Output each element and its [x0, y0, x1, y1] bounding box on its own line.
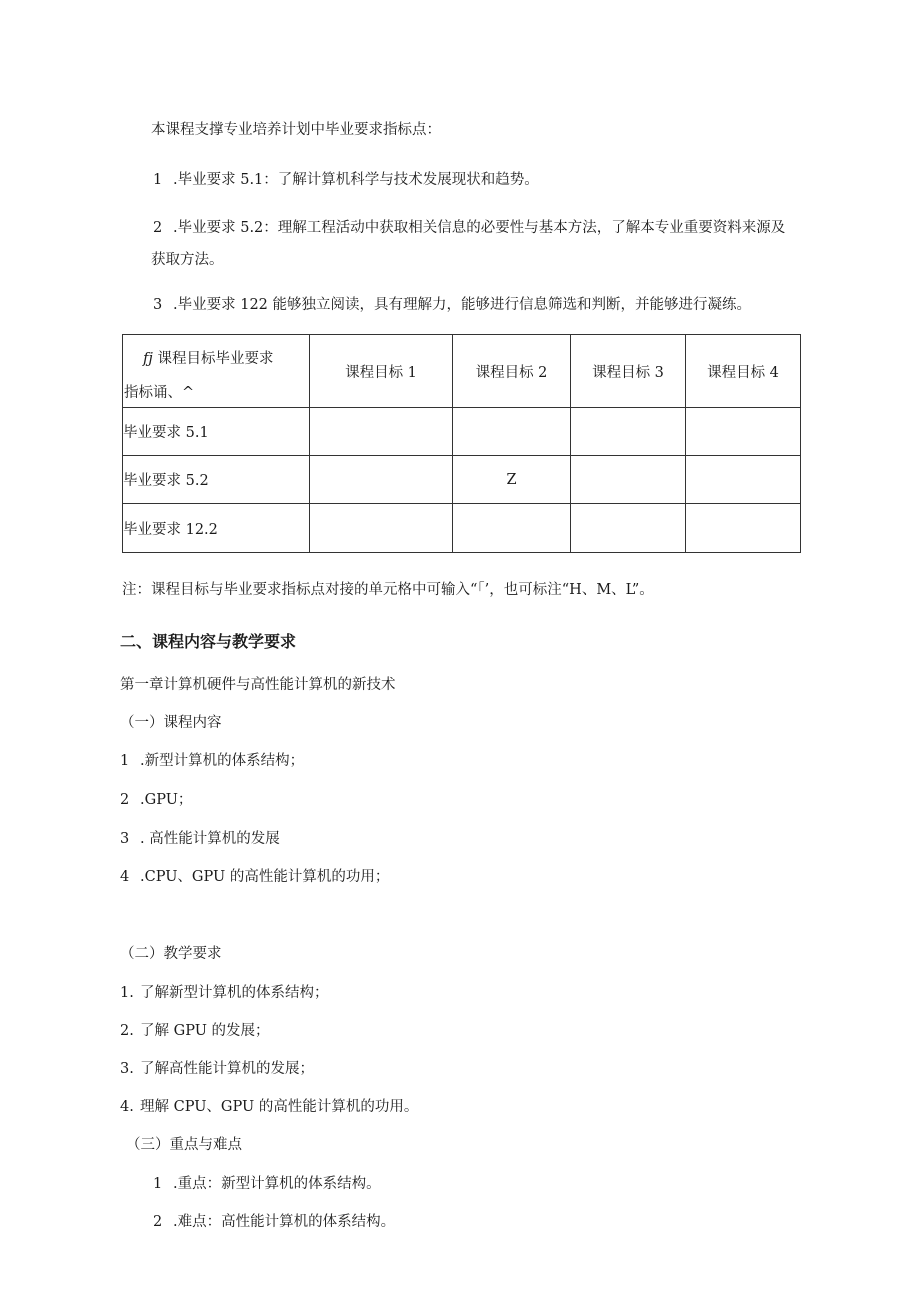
corner-top-label: fj 课程目标毕业要求 [143, 351, 274, 367]
key-text: .重点：新型计算机的体系结构。 [173, 1176, 381, 1192]
requirement-text: .毕业要求 5.2：理解工程活动中获取相关信息的必要性与基本方法，了解本专业重要资料来源及 [173, 220, 786, 236]
content-text: .CPU、GPU 的高性能计算机的功用； [140, 869, 390, 885]
content-number: 3 [120, 831, 130, 847]
intro-text: 本课程支撑专业培养计划中毕业要求指标点： [151, 122, 441, 138]
table-cell [310, 456, 453, 504]
row-header-cell: 毕业要求 12.2 [123, 504, 310, 553]
teaching-number: 3. [120, 1061, 134, 1077]
table-cell [310, 408, 453, 456]
key-item [153, 1174, 381, 1194]
key-number: 2 [153, 1214, 163, 1230]
requirement-number: 3 [153, 297, 163, 313]
row-header-cell: 毕业要求 5.2 [123, 456, 310, 504]
table-row [123, 504, 801, 553]
content-number: 2 [120, 792, 130, 808]
content-item [120, 751, 304, 771]
row-header-cell: 毕业要求 5.1 [123, 408, 310, 456]
teaching-item [120, 1021, 270, 1041]
teaching-number: 4. [120, 1099, 134, 1115]
table-cell [686, 408, 801, 456]
content-text: .新型计算机的体系结构； [140, 753, 305, 769]
teaching-number: 2. [120, 1023, 134, 1039]
content-heading: （一）课程内容 [120, 715, 222, 731]
section-heading: 二、课程内容与教学要求 [120, 632, 297, 651]
key-heading: （三）重点与难点 [126, 1137, 242, 1153]
table-note: 注：课程目标与毕业要求指标点对接的单元格中可输入“「’，也可标注“H、M、L”。 [122, 582, 654, 598]
content-item [120, 867, 389, 887]
content-text: .GPU； [140, 792, 193, 808]
chapter-title: 第一章计算机硬件与高性能计算机的新技术 [120, 677, 396, 693]
table-row [123, 456, 801, 504]
requirement-item [153, 295, 751, 315]
requirement-text: .毕业要求 5.1：了解计算机科学与技术发展现状和趋势。 [173, 172, 539, 188]
requirement-number: 2 [153, 220, 163, 236]
content-text: . 高性能计算机的发展 [140, 831, 280, 847]
table-cell [686, 456, 801, 504]
key-text: .难点：高性能计算机的体系结构。 [173, 1214, 396, 1230]
teaching-text: 了解高性能计算机的发展； [140, 1061, 314, 1077]
teaching-text: 了解 GPU 的发展； [140, 1023, 270, 1039]
teaching-number: 1. [120, 985, 134, 1001]
table-row [123, 408, 801, 456]
table-header-row [123, 335, 801, 408]
teaching-item [120, 1097, 418, 1117]
key-number: 1 [153, 1176, 163, 1192]
requirement-text: .毕业要求 122 能够独立阅读，具有理解力，能够进行信息筛选和判断，并能够进行凝练。 [173, 297, 751, 313]
table-cell [453, 504, 571, 553]
requirement-item [153, 218, 785, 238]
requirement-number: 1 [153, 172, 163, 188]
content-number: 4 [120, 869, 130, 885]
table-header-cell: 课程目标 2 [453, 335, 571, 408]
key-item [153, 1212, 395, 1232]
table-cell [571, 504, 686, 553]
content-number: 1 [120, 753, 130, 769]
table-cell: Z [453, 456, 571, 504]
table-cell [686, 504, 801, 553]
table-cell [571, 408, 686, 456]
table-corner-cell [123, 335, 310, 408]
teaching-item [120, 983, 329, 1003]
table-cell [310, 504, 453, 553]
table-header-cell: 课程目标 3 [571, 335, 686, 408]
requirement-continuation: 获取方法。 [151, 252, 224, 268]
table-header-cell: 课程目标 1 [310, 335, 453, 408]
table-header-cell: 课程目标 4 [686, 335, 801, 408]
teaching-item [120, 1059, 314, 1079]
mapping-table [122, 334, 801, 553]
teaching-text: 了解新型计算机的体系结构； [140, 985, 329, 1001]
table-cell [571, 456, 686, 504]
corner-bottom-label: 指标诵、^ [124, 385, 195, 401]
content-item [120, 790, 192, 810]
table-cell [453, 408, 571, 456]
content-item [120, 829, 280, 849]
teaching-text: 理解 CPU、GPU 的高性能计算机的功用。 [140, 1099, 419, 1115]
requirement-item [153, 170, 539, 190]
teaching-heading: （二）教学要求 [120, 946, 222, 962]
